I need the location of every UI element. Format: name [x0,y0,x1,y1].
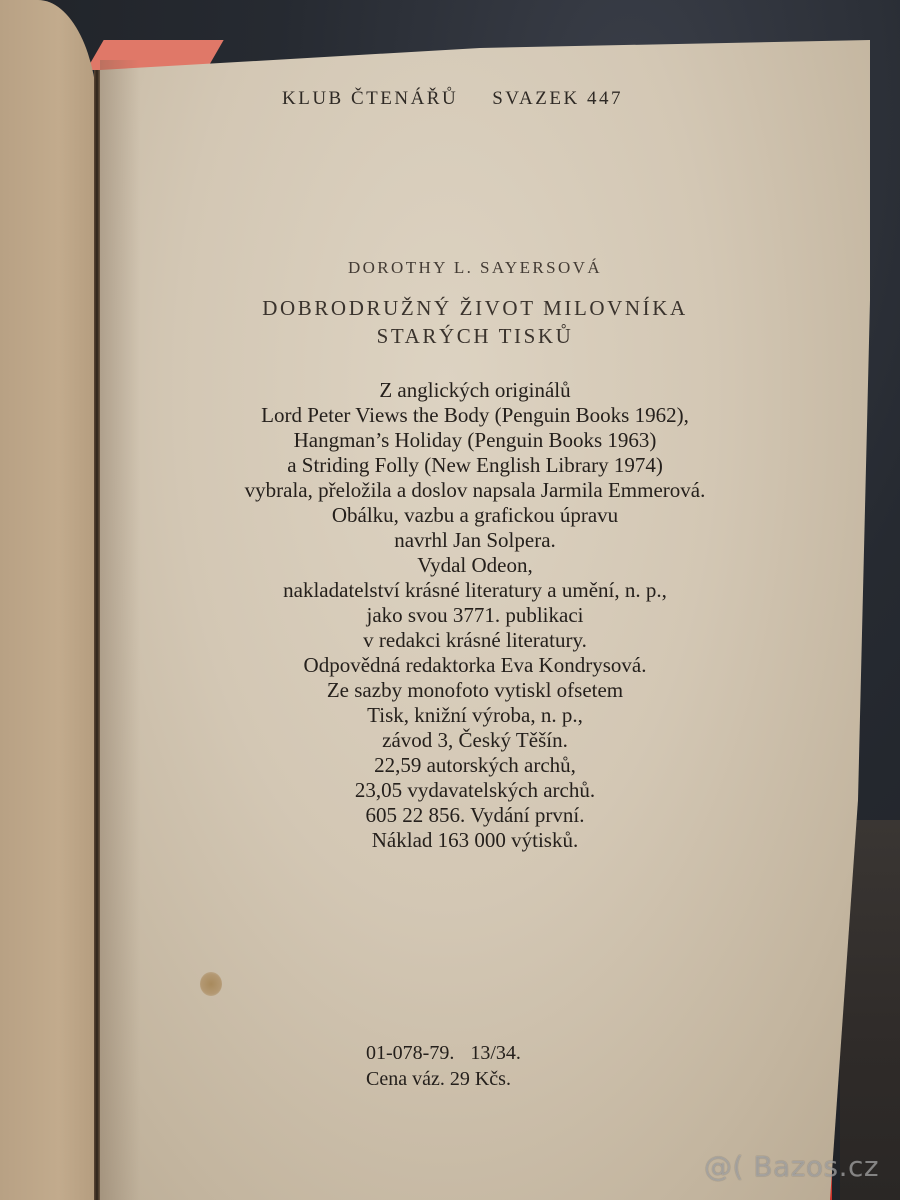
colophon-line: navrhl Jan Solpera. [394,528,556,552]
publication-code: 01-078-79. [366,1042,455,1064]
series-header [282,88,657,110]
colophon-line: a Striding Folly (New English Library 1974) [287,453,663,477]
series-club: KLUB ČTENÁŘŮ [282,88,459,109]
price-line: Cena váz. 29 Kčs. [366,1068,511,1090]
colophon-line: 23,05 vydavatelských archů. [354,778,596,802]
bazos-watermark: @( Bazos.cz [704,1150,880,1183]
author-name: DOROTHY L. SAYERSOVÁ [347,258,603,277]
colophon-line: vybrala, přeložila a doslov napsala Jarmila Emmerová. [244,478,706,502]
colophon-line: Vydal Odeon, [417,553,533,577]
title-line: DOBRODRUŽNÝ ŽIVOT MILOVNÍKA [262,296,688,320]
series-volume: SVAZEK 447 [492,88,623,109]
colophon-line: Hangman’s Holiday (Penguin Books 1963) [293,428,657,452]
publication-ratio: 13/34. [470,1042,521,1064]
colophon-text [100,378,850,853]
colophon-line: Náklad 163 000 výtisků. [371,828,579,852]
colophon-line: 605 22 856. Vydání první. [365,803,585,827]
colophon-line: nakladatelství krásné literatury a umění, n. p., [283,578,667,602]
colophon-line: Ze sazby monofoto vytiskl ofsetem [326,678,624,702]
colophon-line: v redakci krásné literatury. [363,628,587,652]
colophon-line: Lord Peter Views the Body (Penguin Books 1962), [261,403,689,427]
paper-stain [200,972,222,996]
colophon-line: 22,59 autorských archů, [374,753,576,777]
colophon-line: jako svou 3771. publikaci [366,603,584,627]
left-facing-page [0,0,98,1200]
colophon-line: Z anglických originálů [379,378,571,402]
colophon-line: Obálku, vazbu a grafickou úpravu [331,503,619,527]
colophon-line: závod 3, Český Těšín. [382,728,568,752]
colophon-line: Odpovědná redaktorka Eva Kondrysová. [303,653,647,677]
print-footer [366,1040,521,1092]
book-title [100,294,850,350]
title-line: STARÝCH TISKŮ [376,324,574,348]
colophon-line: Tisk, knižní výroba, n. p., [367,703,583,727]
